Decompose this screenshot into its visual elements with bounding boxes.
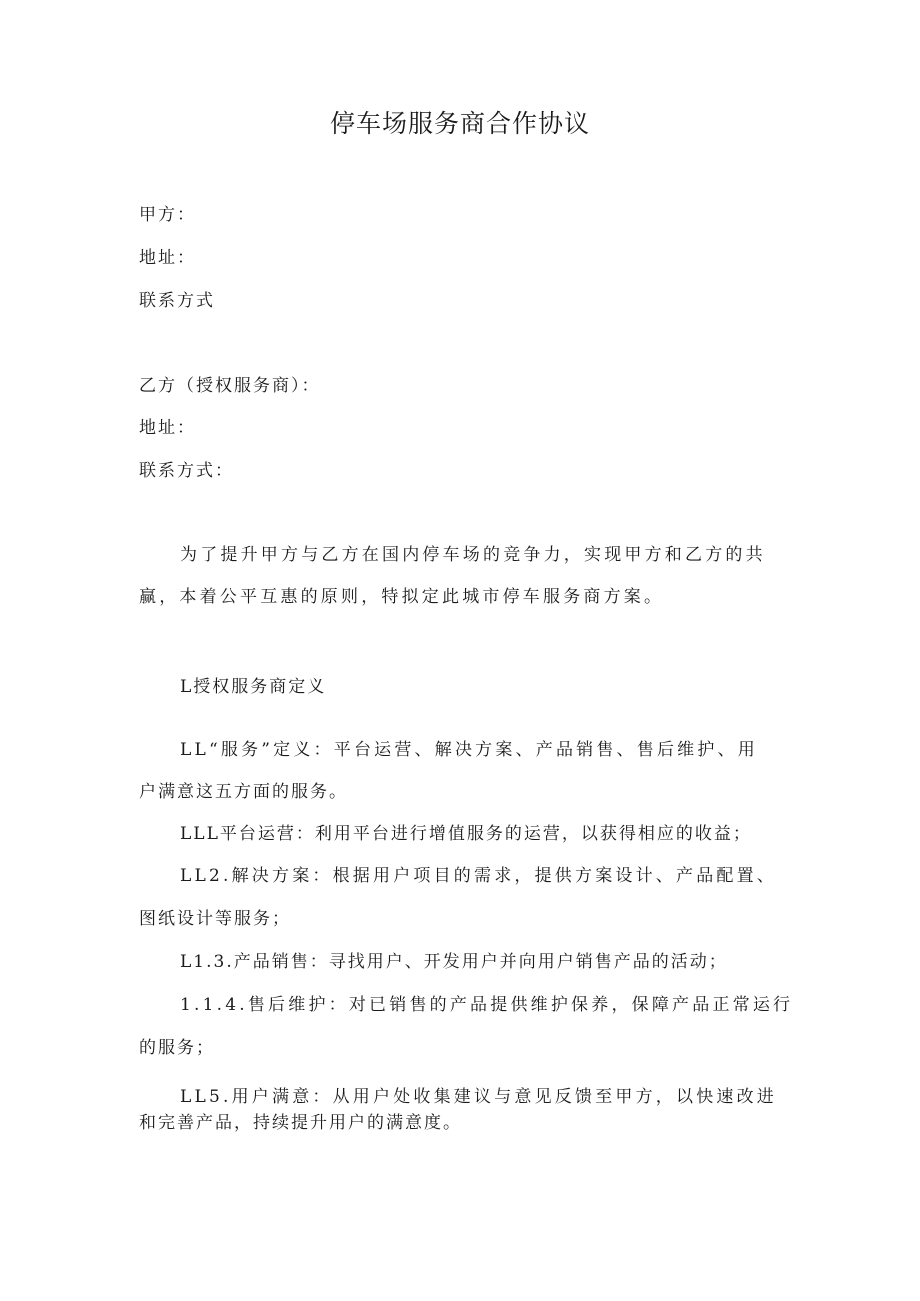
item-1-1-line-1: LL“服务”定义：平台运营、解决方案、产品销售、售后维护、用 [180,740,758,760]
item-1-1-2-line-1: LL2.解决方案：根据用户项目的需求，提供方案设计、产品配置、 [180,866,777,886]
intro-paragraph-line-2: 赢，本着公平互惠的原则，特拟定此城市停车服务商方案。 [139,587,665,607]
item-1-1-2-line-2: 图纸设计等服务； [139,909,291,929]
intro-paragraph-line-1: 为了提升甲方与乙方在国内停车场的竞争力，实现甲方和乙方的共 [180,545,766,565]
item-1-1-5-line-2: 和完善产品，持续提升用户的满意度。 [139,1113,462,1133]
party-a-label: 甲方： [139,205,196,225]
document-title: 停车场服务商合作协议 [329,109,590,138]
party-b-label: 乙方（授权服务商）： [139,376,321,396]
item-1-1-4-line-2: 的服务； [139,1038,215,1058]
party-a-contact-label: 联系方式 [139,291,215,311]
party-b-address-label: 地址： [139,418,196,438]
item-1-1-line-2: 户满意这五方面的服务。 [139,782,348,802]
item-1-1-5-line-1: LL5.用户满意：从用户处收集建议与意见反馈至甲方，以快速改进 [180,1087,777,1107]
item-1-1-1: LLL平台运营：利用平台进行增值服务的运营，以获得相应的收益； [180,824,752,844]
party-a-address-label: 地址： [139,248,196,268]
party-b-contact-label: 联系方式： [139,461,234,481]
item-1-1-3: L1.3.产品销售：寻找用户、开发用户并向用户销售产品的活动； [180,952,728,972]
section-1-heading: L授权服务商定义 [180,677,327,697]
item-1-1-4-line-1: 1.1.4.售后维护：对已销售的产品提供维护保养，保障产品正常运行 [180,995,794,1015]
